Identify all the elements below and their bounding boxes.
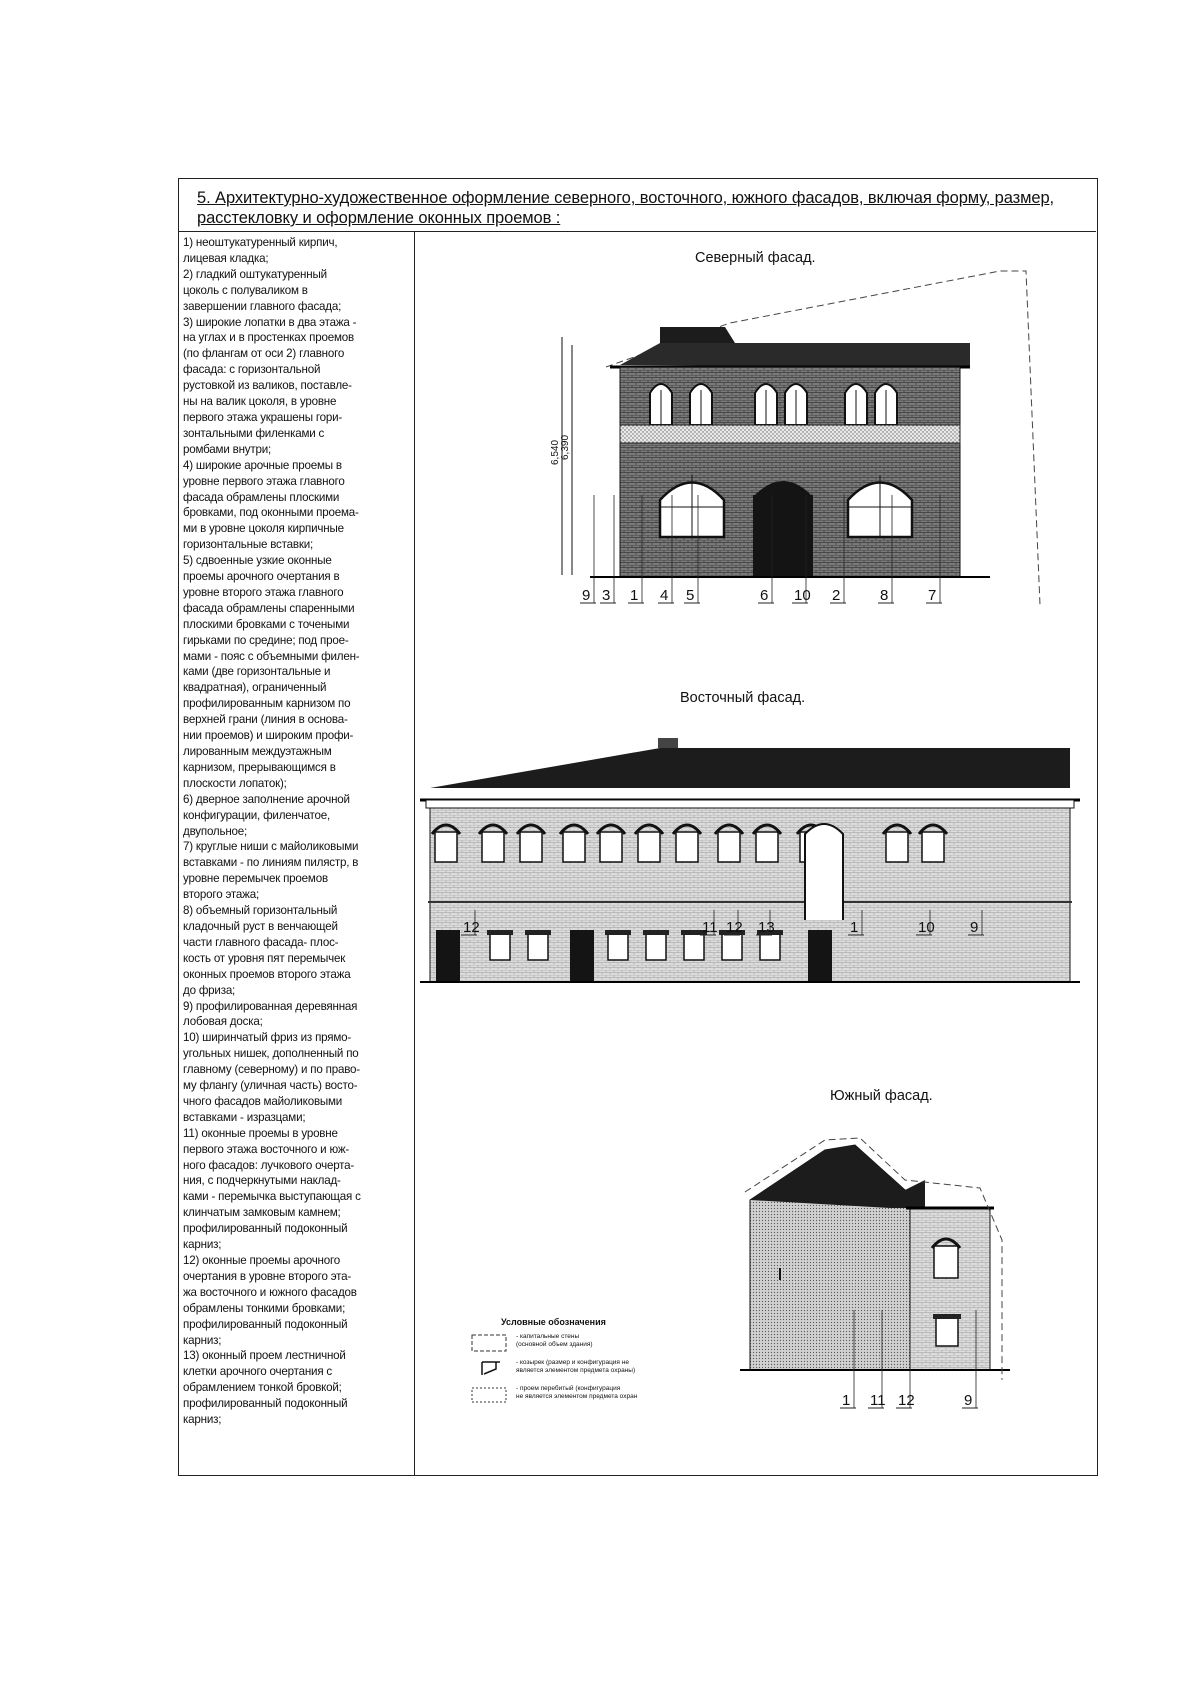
roof-east (430, 748, 1070, 788)
east-facade-drawing (420, 730, 1090, 1030)
section-title: 5. Архитектурно-художественное оформление северного, восточного, южного фасадов, включая форму, размер, расстекловку и оформление оконных проемов : (197, 189, 1054, 227)
note-item: 12) оконные проемы арочного очертания в уровне второго эта- жа восточного и южного фасадов обрамлены тонкими бровками; профилированный подоконный карниз; (183, 1254, 357, 1347)
note-item: 13) оконный проем лестничной клетки арочного очертания с обрамлением тонкой бровкой; профилированный подоконный карниз; (183, 1349, 348, 1427)
note-item: 8) объемный горизонтальный кладочный руст в венчающей части главного фасада- плос- кость от уровня пят перемычек оконных проемов второго этажа до фриза; (183, 904, 351, 997)
legend-title: Условные обозначения (501, 1317, 606, 1327)
window-arched (435, 832, 457, 862)
note-item: 3) широкие лопатки в два этажа - на углах и в простенках проемов (по флангам от оси 2) главного фасада: с горизонтальной рустовкой из валиков, поставле- ны на валик цоколя, в уровне первого этажа украшены гори- зонтальными филенками с ромбами внутри; (183, 315, 357, 456)
window-arched (922, 832, 944, 862)
window-arched (520, 832, 542, 862)
window-arched (600, 832, 622, 862)
svg-text:12: 12 (898, 1392, 915, 1409)
window-arched (886, 832, 908, 862)
section-header (179, 179, 1096, 232)
door (570, 930, 594, 982)
arched-door (753, 495, 813, 577)
note-item: 7) круглые ниши с майоликовыми вставками - по линиям пилястр, в уровне перемычек проемов второго этажа; (183, 840, 359, 902)
svg-text:2: 2 (832, 587, 841, 604)
note-item: 9) профилированная деревянная лобовая доска; (183, 999, 358, 1029)
window-segmental (528, 934, 548, 960)
svg-text:13: 13 (758, 919, 775, 936)
south-facade-drawing (740, 1120, 1080, 1420)
svg-text:6: 6 (760, 587, 769, 604)
note-item: 5) сдвоенные узкие оконные проемы арочного очертания в уровне второго этажа главного фасада обрамлены спаренными плоскими бровками с точеными гирьками по средине; под прое- мами - пояс с объемными филен- ками (две горизонтальные и квадратная), ограниченный профилированным карнизом по верхней грани (линия в основа- нии проемов) и широким профи- лированным междуэтажным карнизом, прерывающимся в плоскости лопаток); (183, 554, 360, 790)
svg-text:8: 8 (880, 587, 889, 604)
svg-text:10: 10 (918, 919, 935, 936)
legend-item-walls: - капитальные стены (основной объем здания) (470, 1333, 710, 1353)
window-arched (563, 832, 585, 862)
opening-symbol-icon (470, 1385, 508, 1405)
svg-text:11: 11 (870, 1392, 886, 1409)
window-segmental (760, 934, 780, 960)
door (808, 930, 832, 982)
dim-6540: 6,540 (550, 439, 561, 465)
svg-text:11: 11 (702, 919, 718, 936)
canopy-symbol-icon (470, 1359, 508, 1379)
door (436, 930, 460, 982)
svg-text:12: 12 (726, 919, 743, 936)
svg-text:9: 9 (964, 1392, 973, 1409)
note-item: 6) дверное заполнение арочной конфигурации, филенчатое, двупольное; (183, 792, 350, 838)
roof-north (660, 327, 735, 343)
dim-6390: 6,390 (560, 434, 571, 460)
window-arched (756, 832, 778, 862)
window-arched (482, 832, 504, 862)
stair-window (805, 824, 843, 920)
window-arched (718, 832, 740, 862)
svg-text:10: 10 (794, 587, 811, 604)
note-item: 2) гладкий оштукатуренный цоколь с полуваликом в завершении главного фасада; (183, 267, 342, 313)
legend-item-canopy: - козырек (размер и конфигурация не является элементом предмета охраны) (470, 1359, 710, 1379)
window-segmental (490, 934, 510, 960)
svg-text:7: 7 (928, 587, 937, 604)
legend (470, 1317, 710, 1405)
window-segmental (722, 934, 742, 960)
window-arched (638, 832, 660, 862)
window-segmental (646, 934, 666, 960)
svg-text:5: 5 (686, 587, 695, 604)
north-facade-drawing (550, 275, 1070, 655)
note-item: 1) неоштукатуренный кирпич, лицевая кладка; (183, 236, 338, 265)
svg-text:12: 12 (463, 919, 480, 936)
south-facade-title: Южный фасад. (830, 1088, 933, 1104)
note-item: 4) широкие арочные проемы в уровне первого этажа главного фасада обрамлены плоскими бровками, под оконными проема- ми в уровне цоколя кирпичные горизонтальные вставки; (183, 458, 359, 552)
note-item: 11) оконные проемы в уровне первого этажа восточного и юж- ного фасадов: лучкового очерта- ния, с подчеркнутыми наклад- ками - перемычка выступающая с клинчатым замковым камнем; профилированный подоконный карниз; (183, 1126, 361, 1252)
legend-item-opening: - проем перебитый (конфигурация не является элементом предмета охран (470, 1385, 710, 1405)
north-facade-title: Северный фасад. (695, 250, 816, 266)
window-arched (676, 832, 698, 862)
window-segmental (608, 934, 628, 960)
notes-list (183, 235, 411, 1428)
notes-column (179, 231, 415, 1475)
svg-text:1: 1 (842, 1392, 851, 1409)
east-facade-title: Восточный фасад. (680, 690, 806, 706)
svg-text:4: 4 (660, 587, 669, 604)
note-item: 10) ширинчатый фриз из прямо- угольных нишек, дополненный по главному (северному) и по право- му флангу (уличная часть) восто- чного фасадов майоликовыми вставками - изразцами; (183, 1031, 360, 1124)
svg-text:9: 9 (582, 587, 591, 604)
callout-3 (600, 495, 616, 604)
svg-text:9: 9 (970, 919, 979, 936)
wall-symbol-icon (470, 1333, 508, 1353)
svg-text:1: 1 (630, 587, 639, 604)
svg-text:1: 1 (850, 919, 859, 936)
svg-text:3: 3 (602, 587, 611, 604)
window-segmental (684, 934, 704, 960)
